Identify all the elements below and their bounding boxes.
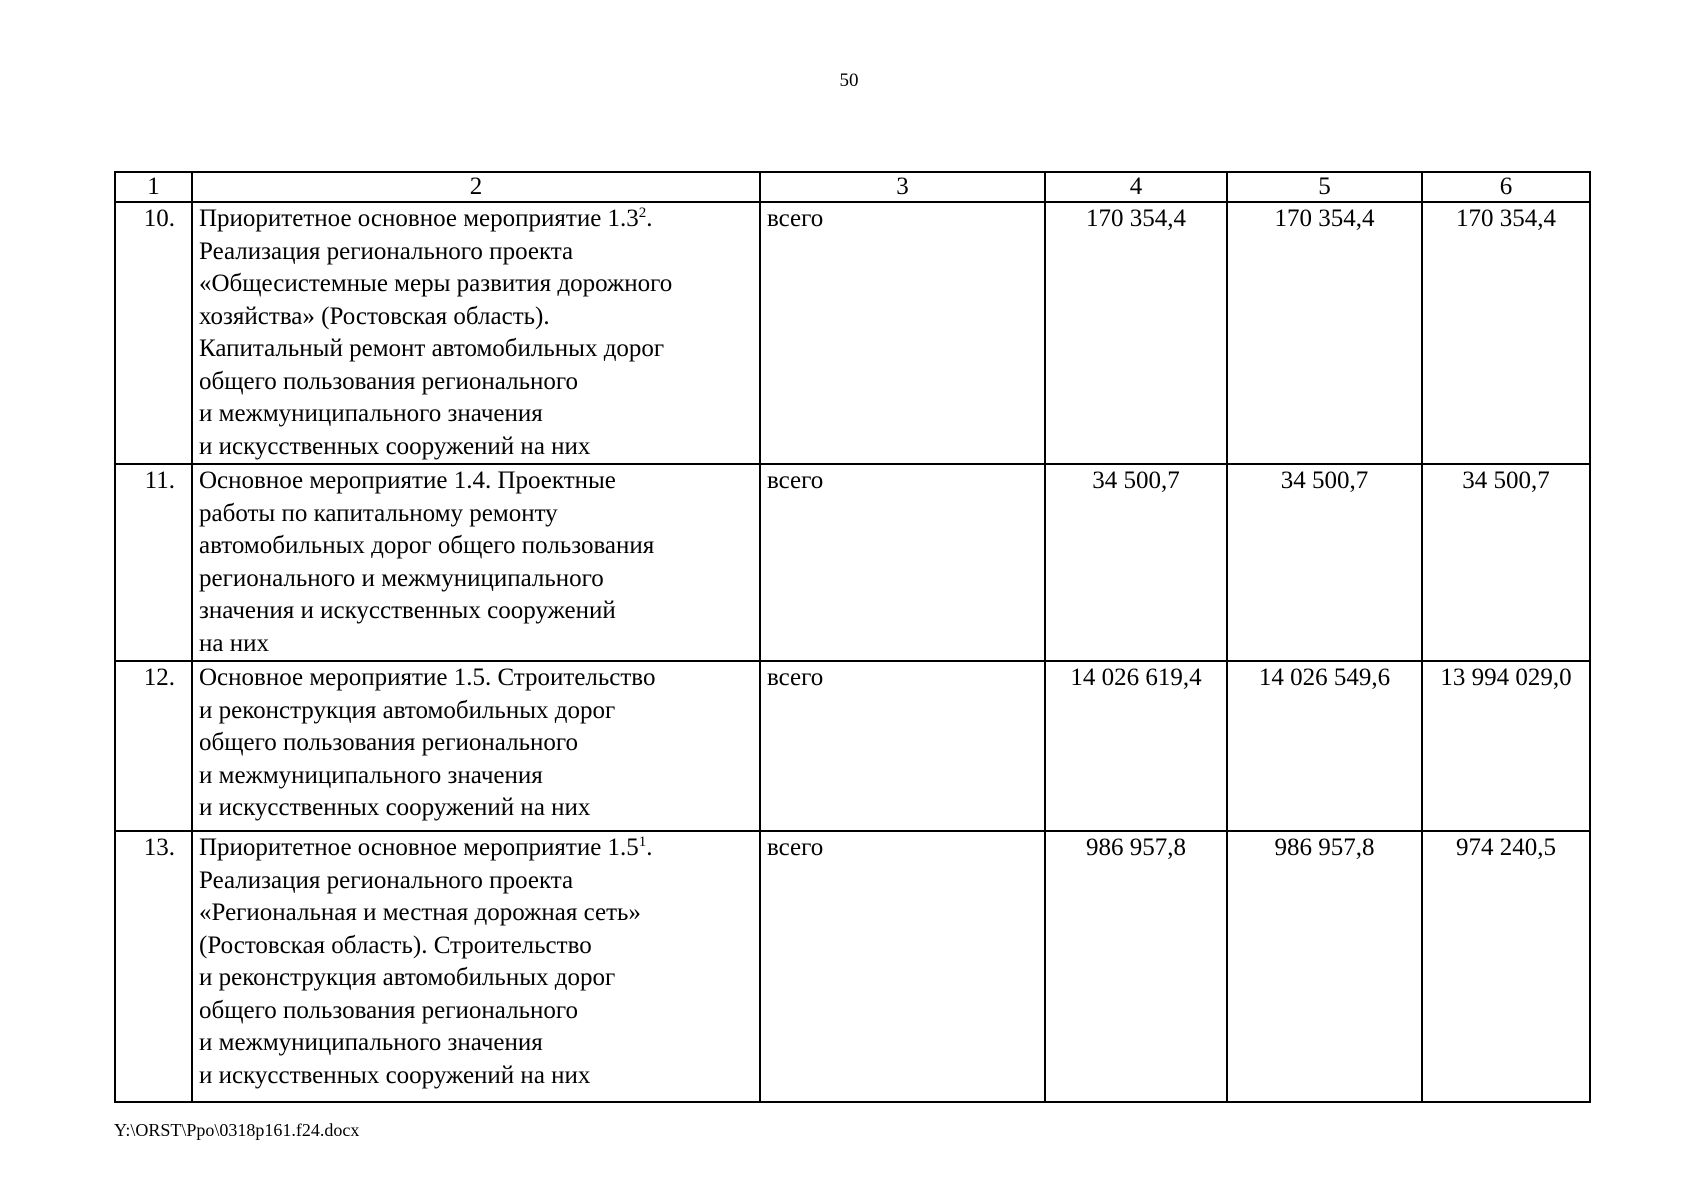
header-cell-3: 3 xyxy=(760,172,1045,202)
description-line: общего пользования регионального xyxy=(199,367,578,395)
description-line: значения и искусственных сооружений xyxy=(199,597,616,624)
description-line: и искусственных сооружений на них xyxy=(199,1061,591,1089)
description-line: и межмуниципального значения xyxy=(199,761,543,789)
row-number: 10. xyxy=(115,202,192,464)
description-line: (Ростовская область). Строительство xyxy=(199,931,592,959)
row-value-col4: 986 957,8 xyxy=(1045,831,1227,1102)
row-funding-type: всего xyxy=(760,661,1045,831)
description-line: и искусственных сооружений на них xyxy=(199,794,591,821)
row-description xyxy=(192,831,760,1102)
row-funding-type: всего xyxy=(760,464,1045,661)
description-line: работы по капитальному ремонту xyxy=(199,499,558,527)
row-funding-type: всего xyxy=(760,202,1045,464)
table-header-row xyxy=(115,172,1590,202)
footnote-marker: 2 xyxy=(638,205,647,221)
row-value-col6: 170 354,4 xyxy=(1422,202,1590,464)
description-line: Реализация регионального проекта xyxy=(199,866,574,894)
description-line: хозяйства» (Ростовская область). xyxy=(199,302,550,330)
table-row xyxy=(115,202,1590,464)
row-number: 12. xyxy=(115,661,192,831)
description-line: и межмуниципального значения xyxy=(199,1029,543,1056)
description-line: Основное мероприятие 1.4. Проектные xyxy=(199,467,616,494)
description-line: Приоритетное основное мероприятие 1.3 xyxy=(199,205,639,232)
row-value-col4: 170 354,4 xyxy=(1045,202,1227,464)
row-value-col5: 170 354,4 xyxy=(1227,202,1422,464)
description-line: Реализация регионального проекта xyxy=(199,237,574,265)
description-line: и межмуниципального значения xyxy=(199,400,543,427)
description-line: автомобильных дорог общего пользования xyxy=(199,532,655,559)
description-line: на них xyxy=(199,629,269,657)
footer-file-path: Y:\ORST\Ppo\0318p161.f24.docx xyxy=(114,1120,360,1140)
footnote-suffix: . xyxy=(646,205,653,232)
footnote-marker: 1 xyxy=(638,834,647,850)
page-number: 50 xyxy=(839,70,859,91)
description-line: и реконструкция автомобильных дорог xyxy=(199,964,616,991)
description-line: Капитальный ремонт автомобильных дорог xyxy=(199,335,665,362)
description-line: Приоритетное основное мероприятие 1.5 xyxy=(199,834,639,861)
description-line: общего пользования регионального xyxy=(199,996,578,1024)
row-number: 13. xyxy=(115,831,192,1102)
description-line: «Региональная и местная дорожная сеть» xyxy=(199,899,641,926)
row-value-col5: 34 500,7 xyxy=(1227,464,1422,661)
row-value-col4: 34 500,7 xyxy=(1045,464,1227,661)
description-line: регионального и межмуниципального xyxy=(199,564,604,592)
row-value-col5: 14 026 549,6 xyxy=(1227,661,1422,831)
row-funding-type: всего xyxy=(760,831,1045,1102)
table-row xyxy=(115,464,1590,661)
row-description xyxy=(192,202,760,464)
row-value-col6: 974 240,5 xyxy=(1422,831,1590,1102)
header-cell-6: 6 xyxy=(1422,172,1590,202)
header-cell-1: 1 xyxy=(115,172,192,202)
row-value-col6: 34 500,7 xyxy=(1422,464,1590,661)
description-line: Основное мероприятие 1.5. Строительство xyxy=(199,664,656,691)
row-value-col6: 13 994 029,0 xyxy=(1422,661,1590,831)
row-value-col5: 986 957,8 xyxy=(1227,831,1422,1102)
table-row xyxy=(115,831,1590,1102)
row-description xyxy=(192,661,760,831)
data-table xyxy=(114,171,1591,1103)
table-row xyxy=(115,661,1590,831)
header-cell-4: 4 xyxy=(1045,172,1227,202)
description-line: «Общесистемные меры развития дорожного xyxy=(199,270,673,297)
description-line: и искусственных сооружений на них xyxy=(199,432,591,460)
description-line: и реконструкция автомобильных дорог xyxy=(199,696,616,724)
header-cell-5: 5 xyxy=(1227,172,1422,202)
header-cell-2: 2 xyxy=(192,172,760,202)
description-line: общего пользования регионального xyxy=(199,729,578,756)
footnote-suffix: . xyxy=(646,834,653,861)
row-value-col4: 14 026 619,4 xyxy=(1045,661,1227,831)
row-description xyxy=(192,464,760,661)
row-number: 11. xyxy=(115,464,192,661)
